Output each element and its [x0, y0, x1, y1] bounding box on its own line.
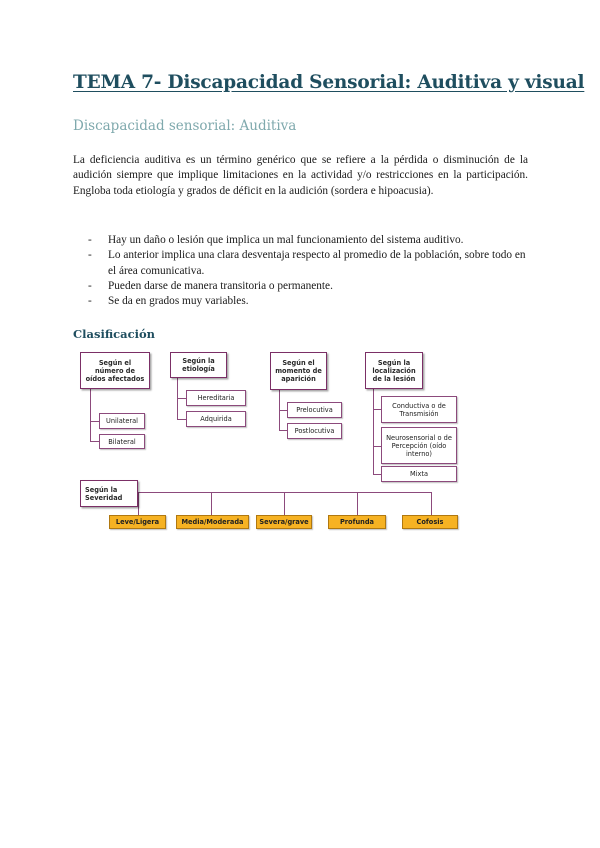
connector-line — [211, 492, 212, 516]
dash-marker: - — [88, 234, 92, 246]
connector-line — [357, 492, 358, 516]
category-item: Postlocutiva — [287, 423, 342, 439]
connector-line — [90, 389, 91, 442]
severity-header: Según la Severidad — [80, 480, 138, 507]
category-header: Según la etiología — [170, 352, 227, 378]
category-item: Mixta — [381, 466, 457, 482]
category-item: Neurosensorial o de Percepción (oído interno) — [381, 427, 457, 464]
section-subtitle: Discapacidad sensorial: Auditiva — [73, 118, 297, 134]
list-item-text: Se da en grados muy variables. — [108, 295, 249, 308]
severity-item: Severa/grave — [256, 515, 312, 529]
intro-paragraph: La deficiencia auditiva es un término genérico que se refiere a la pérdida o disminución de la audición siempre que implique limitaciones en la actividad y/o restricciones en la participación. Engloba toda etiología y grados de déficit en la audición (sordera e hipoacusia). — [73, 154, 528, 197]
category-item: Adquirida — [186, 411, 246, 427]
severity-item: Media/Moderada — [176, 515, 249, 529]
classification-heading: Clasificación — [73, 327, 156, 341]
list-item-text: Pueden darse de manera transitoria o permanente. — [108, 279, 333, 292]
severity-item: Leve/Ligera — [109, 515, 166, 529]
connector-line — [177, 378, 178, 420]
severity-item: Cofosis — [402, 515, 458, 529]
category-item: Unilateral — [99, 413, 145, 429]
dash-marker: - — [88, 279, 92, 292]
category-item: Conductiva o de Transmisión — [381, 396, 457, 423]
category-item: Hereditaria — [186, 390, 246, 406]
list-item-text: Lo anterior implica una clara desventaja respecto al promedio de la población, sobre todo en el área comunicativa. — [108, 249, 526, 277]
connector-line — [138, 492, 432, 493]
category-item: Prelocutiva — [287, 402, 342, 418]
connector-line — [431, 492, 432, 516]
connector-line — [284, 492, 285, 516]
page-title: TEMA 7- Discapacidad Sensorial: Auditiva y visual — [73, 72, 585, 93]
severity-item: Profunda — [328, 515, 386, 529]
category-header: Según el momento de aparición — [270, 352, 327, 390]
dash-marker: - — [88, 295, 92, 308]
category-header: Según el número de oídos afectados — [80, 352, 150, 389]
connector-line — [373, 389, 374, 475]
category-item: Bilateral — [99, 434, 145, 449]
list-item-text: Hay un daño o lesión que implica un mal funcionamiento del sistema auditivo. — [108, 234, 464, 246]
connector-line — [138, 492, 139, 516]
dash-marker: - — [88, 249, 92, 262]
category-header: Según la localización de la lesión — [365, 352, 423, 389]
